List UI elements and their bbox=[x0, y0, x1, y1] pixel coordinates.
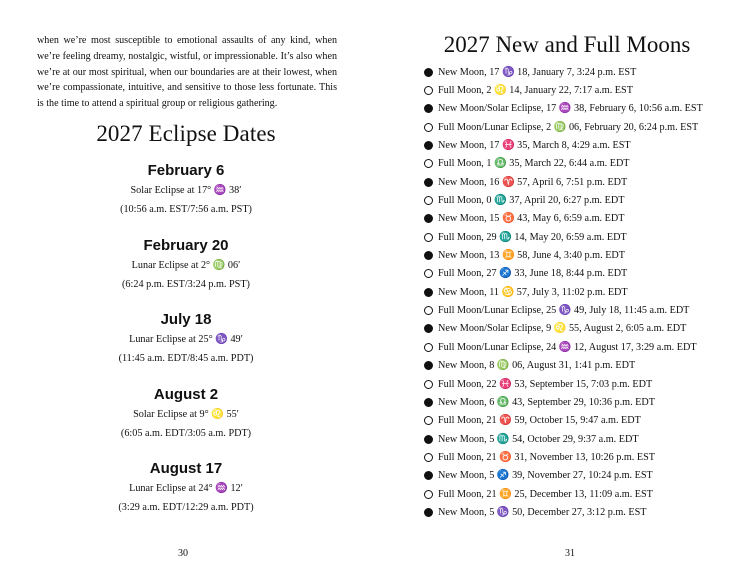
page-number: 31 bbox=[565, 548, 575, 559]
full-moon-icon bbox=[424, 380, 433, 389]
eclipse-entry bbox=[0, 460, 372, 532]
eclipse-time: (6:05 a.m. EDT/3:05 a.m. PDT) bbox=[120, 427, 252, 439]
moon-entry-text: Full Moon/Lunar Eclipse, 24 ♒ 12, August 17, 3:29 a.m. EDT bbox=[438, 341, 697, 353]
eclipse-date: July 18 bbox=[160, 311, 212, 328]
eclipse-date: August 17 bbox=[149, 460, 223, 477]
right-page bbox=[378, 0, 756, 576]
eclipse-description: Solar Eclipse at 17° ♒ 38′ bbox=[130, 185, 242, 196]
moon-entry bbox=[424, 81, 703, 99]
new-moon-icon bbox=[424, 68, 433, 77]
full-moon-icon bbox=[424, 123, 433, 132]
moons-heading: 2027 New and Full Moons bbox=[443, 32, 691, 57]
moon-entry-text: Full Moon, 21 ♊ 25, December 13, 11:09 a.m. EST bbox=[438, 488, 653, 500]
new-moon-icon bbox=[424, 398, 433, 407]
moon-entry-text: New Moon/Solar Eclipse, 9 ♌ 55, August 2, 6:05 a.m. EDT bbox=[438, 323, 687, 335]
eclipse-entry bbox=[0, 386, 372, 458]
full-moon-icon bbox=[424, 233, 433, 242]
moon-entry-text: New Moon, 11 ♋ 57, July 3, 11:02 p.m. EDT bbox=[438, 286, 628, 298]
moon-entry-text: Full Moon/Lunar Eclipse, 2 ♍ 06, February 20, 6:24 p.m. EST bbox=[438, 121, 699, 133]
moon-entry-text: Full Moon, 21 ♉ 31, November 13, 10:26 p.m. EST bbox=[438, 451, 655, 463]
full-moon-icon bbox=[424, 416, 433, 425]
page-number: 30 bbox=[178, 548, 188, 559]
new-moon-icon bbox=[424, 141, 433, 150]
eclipse-description: Solar Eclipse at 9° ♌ 55′ bbox=[133, 408, 239, 420]
new-moon-icon bbox=[424, 104, 433, 113]
new-moon-icon bbox=[424, 214, 433, 223]
moon-entry bbox=[424, 467, 703, 485]
moon-entry bbox=[424, 320, 703, 338]
full-moon-icon bbox=[424, 343, 433, 352]
moon-entry-text: New Moon, 6 ♎ 43, September 29, 10:36 p.m. EDT bbox=[438, 396, 655, 408]
new-moon-icon bbox=[424, 178, 433, 187]
moon-entry bbox=[424, 265, 703, 283]
new-moon-icon bbox=[424, 435, 433, 444]
eclipse-date: February 6 bbox=[147, 162, 225, 179]
moon-entry-text: Full Moon, 27 ♐ 33, June 18, 8:44 p.m. EDT bbox=[438, 268, 628, 280]
eclipse-time: (3:29 a.m. EDT/12:29 a.m. PDT) bbox=[118, 502, 254, 513]
moon-entry bbox=[424, 210, 703, 228]
moon-entry bbox=[424, 228, 703, 246]
new-moon-icon bbox=[424, 288, 433, 297]
new-moon-icon bbox=[424, 251, 433, 260]
moon-entry bbox=[424, 448, 703, 466]
full-moon-icon bbox=[424, 306, 433, 315]
new-moon-icon bbox=[424, 508, 433, 517]
eclipse-entry bbox=[0, 311, 372, 383]
moon-entry bbox=[424, 191, 703, 209]
moon-entry bbox=[424, 301, 703, 319]
eclipse-description: Lunar Eclipse at 24° ♒ 12′ bbox=[129, 483, 243, 494]
moon-entry-text: New Moon, 15 ♉ 43, May 6, 6:59 a.m. EDT bbox=[438, 213, 625, 225]
moon-entry-text: New Moon, 17 ♓ 35, March 8, 4:29 a.m. EST bbox=[438, 140, 631, 152]
moon-entry bbox=[424, 375, 703, 393]
moon-entry bbox=[424, 338, 703, 356]
eclipse-time: (11:45 a.m. EDT/8:45 a.m. PDT) bbox=[118, 353, 254, 364]
eclipse-date: February 20 bbox=[143, 236, 229, 254]
full-moon-icon bbox=[424, 159, 433, 168]
new-moon-icon bbox=[424, 471, 433, 480]
moon-entry-text: New Moon, 5 ♑ 50, December 27, 3:12 p.m. EST bbox=[438, 506, 647, 518]
eclipse-entry bbox=[0, 162, 372, 234]
full-moon-icon bbox=[424, 269, 433, 278]
moon-entry-text: Full Moon, 22 ♓ 53, September 15, 7:03 p.m. EDT bbox=[438, 378, 653, 390]
full-moon-icon bbox=[424, 196, 433, 205]
moon-entry-text: New Moon, 17 ♑ 18, January 7, 3:24 p.m. EST bbox=[438, 66, 637, 78]
new-moon-icon bbox=[424, 361, 433, 370]
moon-entry-text: New Moon/Solar Eclipse, 17 ♒ 38, February 6, 10:56 a.m. EST bbox=[438, 103, 703, 115]
moon-entry-text: Full Moon, 1 ♎ 35, March 22, 6:44 a.m. EDT bbox=[438, 158, 630, 170]
intro-paragraph: when we’re most susceptible to emotional assaults of any kind, when we’re feeling dreamy, nostalgic, wistful, or impressionable. It’s also when we’re at our most spiritual, when our boundaries are at their lowest, when we’re compassionate, intuitive, and sensitive to those less fortunate. This is the time to attend a spiritual group or religious gathering. bbox=[37, 35, 337, 110]
moon-entry bbox=[424, 136, 703, 154]
moon-entry-text: Full Moon, 21 ♈ 59, October 15, 9:47 a.m. EDT bbox=[438, 415, 641, 427]
moon-entry-text: Full Moon, 0 ♏ 37, April 20, 6:27 p.m. EDT bbox=[438, 195, 625, 207]
moon-entry bbox=[424, 485, 703, 503]
eclipse-time: (6:24 p.m. EST/3:24 p.m. PST) bbox=[122, 278, 250, 290]
moon-entry bbox=[424, 118, 703, 136]
moon-entry bbox=[424, 357, 703, 375]
eclipse-time: (10:56 a.m. EST/7:56 a.m. PST) bbox=[120, 204, 252, 215]
moon-entry-text: Full Moon, 2 ♌ 14, January 22, 7:17 a.m. EST bbox=[438, 85, 633, 97]
moon-list bbox=[424, 63, 703, 522]
moon-entry-text: New Moon, 5 ♐ 39, November 27, 10:24 p.m. EST bbox=[438, 470, 653, 482]
moon-entry bbox=[424, 246, 703, 264]
moon-entry-text: Full Moon/Lunar Eclipse, 25 ♑ 49, July 18, 11:45 a.m. EDT bbox=[438, 305, 690, 317]
eclipse-description: Lunar Eclipse at 2° ♍ 06′ bbox=[131, 259, 241, 271]
moon-entry-text: New Moon, 8 ♍ 06, August 31, 1:41 p.m. EDT bbox=[438, 360, 636, 372]
moon-entry-text: New Moon, 16 ♈ 57, April 6, 7:51 p.m. EDT bbox=[438, 176, 628, 188]
full-moon-icon bbox=[424, 453, 433, 462]
eclipse-entry bbox=[0, 237, 372, 309]
eclipse-date: August 2 bbox=[153, 385, 219, 403]
moon-entry bbox=[424, 430, 703, 448]
moon-entry bbox=[424, 155, 703, 173]
moon-entry bbox=[424, 503, 703, 521]
eclipse-list bbox=[0, 159, 372, 532]
eclipse-dates-heading: 2027 Eclipse Dates bbox=[96, 121, 276, 146]
moon-entry-text: Full Moon, 29 ♏ 14, May 20, 6:59 a.m. EDT bbox=[438, 231, 627, 243]
moon-entry-text: New Moon, 5 ♏ 54, October 29, 9:37 a.m. EDT bbox=[438, 433, 639, 445]
moon-entry bbox=[424, 63, 703, 81]
full-moon-icon bbox=[424, 86, 433, 95]
moon-entry bbox=[424, 283, 703, 301]
moon-entry bbox=[424, 393, 703, 411]
eclipse-description: Lunar Eclipse at 25° ♑ 49′ bbox=[129, 334, 243, 345]
full-moon-icon bbox=[424, 490, 433, 499]
moon-entry bbox=[424, 100, 703, 118]
moon-entry-text: New Moon, 13 ♊ 58, June 4, 3:40 p.m. EDT bbox=[438, 250, 625, 262]
moon-entry bbox=[424, 173, 703, 191]
moon-entry bbox=[424, 412, 703, 430]
new-moon-icon bbox=[424, 324, 433, 333]
